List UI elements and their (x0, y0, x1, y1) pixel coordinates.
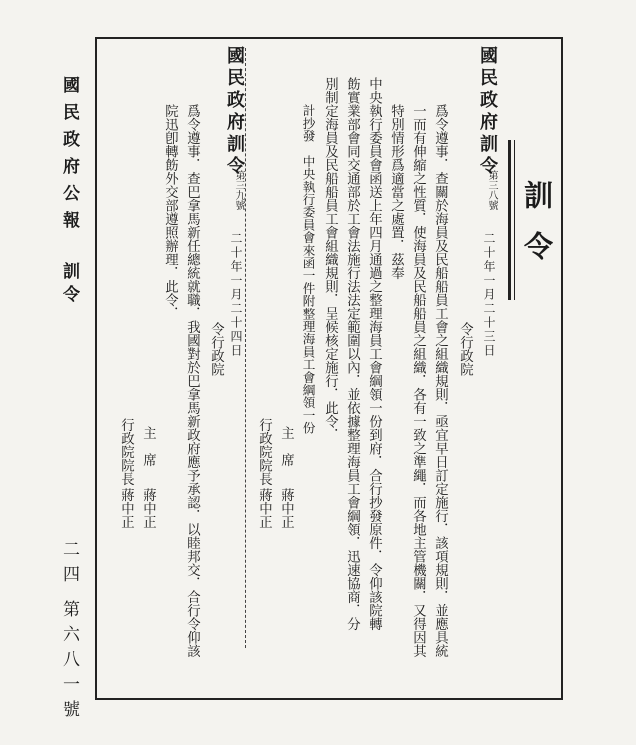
order-38-heading: 國民政府訓令 (477, 46, 498, 178)
order-39-line-2: 院迅卽轉飭外交部遵照辦理．此令． (162, 104, 178, 320)
banner-rule-inner (514, 140, 515, 300)
banner-label: 訓令 (520, 180, 554, 282)
gazette-title: 國民政府公報 (59, 76, 79, 238)
order-38-attachment: 計抄發 中央執行委員會來函一件附整理海員工會綱領一份 (300, 104, 316, 435)
order-39-number: 第三九號 (233, 170, 244, 211)
order-38-date: 二十年一月二十三日 (482, 232, 496, 358)
order-38-recipient: 令行政院 (457, 322, 473, 376)
banner-rule-outer (508, 140, 511, 300)
order-38-line-5: 飭實業部會同交通部於工會法施行法法定範圍以內．並依據整理海員工會綱領．迅速協商．分 (344, 77, 360, 631)
order-38-line-3: 特別情形爲適當之處置．茲奉 (388, 104, 404, 280)
order-38-line-6: 別制定海員及民船船員工會組織規則．呈候核定施行．此令． (322, 77, 338, 442)
order-39-date: 二十年一月二十四日 (229, 232, 243, 358)
order-39-premier-title: 行政院院長 (118, 418, 134, 486)
order-separator (245, 48, 246, 648)
order-39-line-1: 爲令遵事．查巴拿馬新任總統就職．我國對於巴拿馬新政府應予承認．以睦邦交．合行令仰該 (184, 104, 200, 658)
order-38-chair-name: 蔣中正 (278, 488, 294, 529)
order-38-line-4: 中央執行委員會函送上年四月通過之整理海員工會綱領一份到府．合行抄發原件．令仰該院轉 (366, 77, 382, 631)
order-38-line-1: 爲令遵事．查關於海員及民船船員工會之組織規則．亟宜早日訂定施行．該項規則．並應具統 (432, 104, 448, 658)
order-39-recipient: 令行政院 (208, 322, 224, 376)
order-38-chair-title: 主 席 (278, 426, 294, 467)
order-39-heading: 國民政府訓令 (224, 46, 245, 178)
order-38-premier-name: 蔣中正 (256, 488, 272, 529)
order-39-chair-title: 主 席 (140, 426, 156, 467)
order-38-premier-title: 行政院院長 (256, 418, 272, 486)
order-39-premier-name: 蔣中正 (118, 488, 134, 529)
order-38-line-2: 一而有伸縮之性質．使海員及民船船員之組織．各有一致之準繩．而各地主管機關．又得因其 (410, 104, 426, 658)
gazette-page-number: 二四 (59, 540, 79, 590)
order-38-number: 第三八號 (486, 170, 497, 211)
order-39-chair-name: 蔣中正 (140, 488, 156, 529)
gazette-section: 訓令 (59, 262, 79, 308)
gazette-issue-number: 第六八一號 (59, 600, 79, 725)
